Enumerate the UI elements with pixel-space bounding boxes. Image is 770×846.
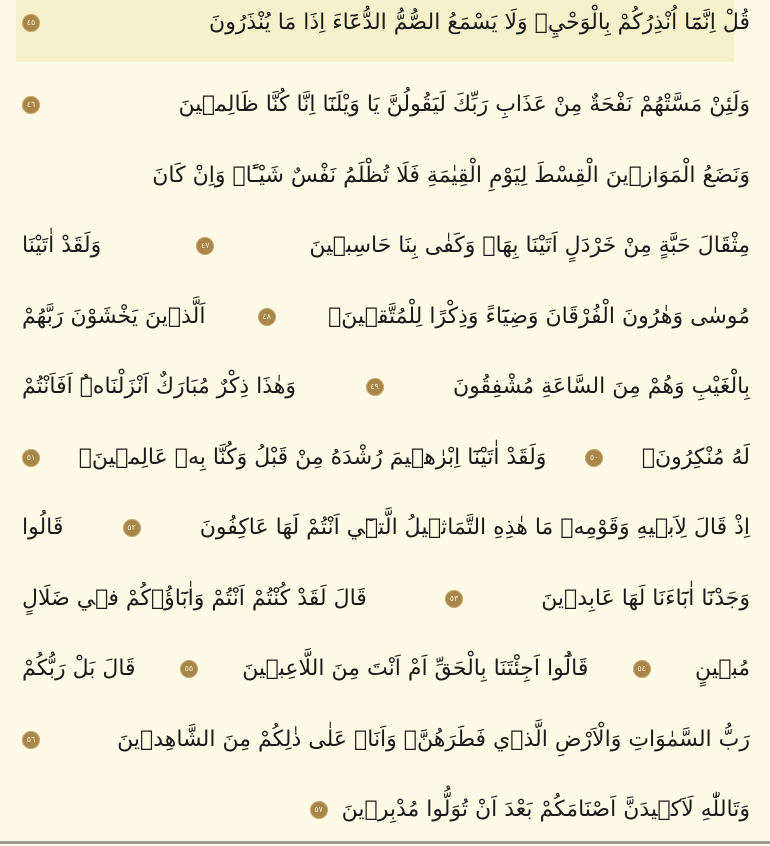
text-line bbox=[22, 564, 750, 635]
verse-text[interactable]: رَبُّ السَّمٰوَاتِ وَالْاَرْضِ الَّذ۪ي فَطَرَهُنَّۘ وَاَنَا۬ عَلٰى ذٰلِكُمْ مِنَ الشَّاهِد۪ينَ bbox=[117, 726, 750, 752]
verse-text[interactable]: قَالُٓوا اَجِئْتَنَا بِالْحَقِّ اَمْ اَنْتَ مِنَ اللَّاعِب۪ينَ bbox=[242, 656, 589, 682]
verse-number-marker[interactable]: ٥٢ bbox=[123, 519, 141, 537]
verse-number-marker[interactable]: ٥٤ bbox=[633, 660, 651, 678]
verse-number-marker[interactable]: ٥٥ bbox=[180, 660, 198, 678]
verse-text[interactable]: بِالْغَيْبِ وَهُمْ مِنَ السَّاعَةِ مُشْفِقُونَ bbox=[452, 374, 750, 400]
verse-number-marker[interactable]: ٤٦ bbox=[22, 96, 40, 114]
verse-text[interactable]: اِذْ قَالَ لِاَب۪يهِ وَقَوْمِه۪ مَا هٰذِهِ التَّمَاث۪يلُ الَّت۪ٓي اَنْتُمْ لَهَا عَاكِفُونَ bbox=[199, 515, 750, 541]
verse-text[interactable]: مُب۪ينٍ bbox=[694, 656, 750, 682]
verse-text[interactable]: قَالُوا bbox=[22, 515, 64, 541]
verse-text[interactable]: قَالَ بَلْ رَبُّكُمْ bbox=[22, 656, 136, 682]
quran-page bbox=[22, 0, 750, 846]
text-line bbox=[22, 423, 750, 494]
verse-text[interactable]: وَهٰذَا ذِكْرٌ مُبَارَكٌ اَنْزَلْنَاهُۜ اَفَاَنْتُمْ bbox=[22, 374, 297, 400]
text-line bbox=[22, 493, 750, 564]
verse-text[interactable]: قَالَ لَقَدْ كُنْتُمْ اَنْتُمْ وَاٰبَٓاؤُ۬كُمْ ف۪ي ضَلَالٍ bbox=[22, 585, 367, 611]
text-line bbox=[22, 211, 750, 282]
verse-text[interactable]: وَلَئِنْ مَسَّتْهُمْ نَفْحَةٌ مِنْ عَذَابِ رَبِّكَ لَيَقُولُنَّ يَا وَيْلَنَٓا اِنَّا كُنَّا ظَالِم۪ينَ bbox=[178, 92, 750, 118]
verse-text[interactable]: وَلَقَدْ اٰتَيْنَٓا اِبْرٰه۪يمَ رُشْدَهُ مِنْ قَبْلُ وَكُنَّا بِه۪ عَالِم۪ينَۚ bbox=[78, 444, 547, 470]
verse-text[interactable]: وَجَدْنَٓا اٰبَٓاءَنَا لَهَا عَابِد۪ينَ bbox=[541, 585, 750, 611]
verse-text[interactable]: وَتَاللّٰهِ لَاَك۪يدَنَّ اَصْنَامَكُمْ بَعْدَ اَنْ تُوَلُّوا مُدْبِر۪ينَ bbox=[341, 797, 750, 823]
verse-number-marker[interactable]: ٤٩ bbox=[366, 378, 384, 396]
verse-text[interactable]: مِثْقَالَ حَبَّةٍ مِنْ خَرْدَلٍ اَتَيْنَا بِهَاۜ وَكَفٰى بِنَا حَاسِب۪ينَ bbox=[309, 233, 750, 259]
verse-text[interactable]: وَنَضَعُ الْمَوَاز۪ينَ الْقِسْطَ لِيَوْمِ الْقِيٰمَةِ فَلَا تُظْلَمُ نَفْسٌ شَيْـًٔاۜ وَاِنْ كَانَ bbox=[152, 162, 750, 188]
verse-number-marker[interactable]: ٤٨ bbox=[258, 308, 276, 326]
text-line bbox=[22, 775, 750, 846]
verse-text[interactable]: وَلَقَدْ اٰتَيْنَا bbox=[22, 233, 102, 259]
text-line bbox=[22, 70, 750, 141]
verse-text[interactable]: قُلْ اِنَّمَٓا اُنْذِرُكُمْ بِالْوَحْيِۘ وَلَا يَسْمَعُ الصُّمُّ الدُّعَٓاءَ اِذَا مَا يُنْذَرُونَ bbox=[209, 10, 750, 35]
verse-number-marker[interactable]: ٥١ bbox=[22, 449, 40, 467]
text-line bbox=[22, 634, 750, 705]
text-line bbox=[22, 282, 750, 353]
text-line bbox=[22, 141, 750, 212]
verse-number-marker[interactable]: ٥٣ bbox=[445, 590, 463, 608]
verse-number-marker[interactable]: ٤٥ bbox=[22, 14, 40, 32]
verse-text[interactable]: لَهُ مُنْكِرُونَ۟ bbox=[641, 444, 750, 470]
verse-number-marker[interactable]: ٥٧ bbox=[310, 801, 328, 819]
verse-number-marker[interactable]: ٥٦ bbox=[22, 731, 40, 749]
verse-number-marker[interactable]: ٤٧ bbox=[196, 237, 214, 255]
verse-number-marker[interactable]: ٥٠ bbox=[585, 449, 603, 467]
text-line bbox=[22, 0, 750, 46]
text-line bbox=[22, 352, 750, 423]
verse-text[interactable]: اَلَّذ۪ينَ يَخْشَوْنَ رَبَّهُمْ bbox=[22, 303, 206, 329]
verse-text[interactable]: مُوسٰى وَهٰرُونَ الْفُرْقَانَ وَضِيَٓاءً وَذِكْرًا لِلْمُتَّق۪ينَۙ bbox=[328, 303, 750, 329]
text-line bbox=[22, 705, 750, 776]
